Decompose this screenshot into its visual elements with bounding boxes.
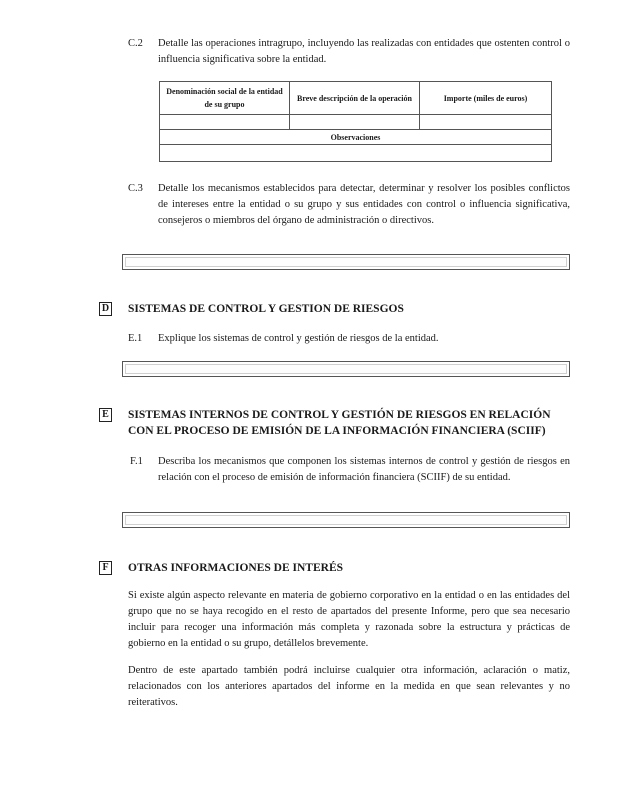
answer-box-e1[interactable] — [122, 361, 570, 377]
question-number: C.2 — [128, 38, 143, 49]
column-header: Importe (miles de euros) — [420, 82, 552, 115]
observations-cell[interactable] — [160, 145, 552, 162]
observations-header-row — [160, 130, 552, 145]
question-number: E.1 — [128, 333, 143, 344]
question-text: Detalle las operaciones intragrupo, incluyendo las realizadas con entidades que ostenten control o influencia significativa sobre la entidad. — [158, 38, 570, 65]
table-cell[interactable] — [290, 115, 420, 130]
question-text: Describa los mecanismos que componen los sistemas internos de control y gestión de riesgos en relación con el proceso de emisión de información financiera (SCIIF) de su entidad. — [158, 456, 570, 483]
question-text: Detalle los mecanismos establecidos para detectar, determinar y resolver los posibles conflictos de intereses entre la entidad o su grupo y sus entidades con control o influencia significativa, consejeros o miembros del órgano de administración o directivos. — [158, 183, 570, 226]
operations-table — [159, 81, 552, 162]
table-header-row — [160, 82, 552, 115]
answer-box-c3[interactable] — [122, 254, 570, 270]
column-header: Breve descripción de la operación — [290, 82, 420, 115]
paragraph: Dentro de este apartado también podrá incluirse cualquier otra información, aclaración o matiz, relacionados con los anteriores apartados del informe en la medida en que sean relevantes y no reiterativos. — [128, 665, 570, 708]
question-number: C.3 — [128, 183, 143, 194]
observations-label: Observaciones — [160, 130, 552, 145]
column-header: Denominación social de la entidad de su grupo — [160, 82, 290, 115]
question-number: F.1 — [130, 456, 143, 467]
question-c3 — [128, 181, 570, 229]
table-cell[interactable] — [160, 115, 290, 130]
paragraph: Si existe algún aspecto relevante en materia de gobierno corporativo en la entidad o en las entidades del grupo que no se haya recogido en el resto de apartados del presente Informe, pero que sea necesario incluir para recoger una información más completa y razonada sobre la estructura y prácticas de gobierno en la entidad o su grupo, detállelos brevemente. — [128, 590, 570, 649]
section-letter-box: F — [99, 561, 112, 575]
question-e1 — [128, 331, 570, 347]
section-title: OTRAS INFORMACIONES DE INTERÉS — [128, 562, 344, 574]
answer-box-f1[interactable] — [122, 512, 570, 528]
section-letter-box: E — [99, 408, 112, 422]
observations-row — [160, 145, 552, 162]
section-title: SISTEMAS DE CONTROL Y GESTION DE RIESGOS — [128, 303, 404, 315]
table-cell[interactable] — [420, 115, 552, 130]
question-f1 — [128, 454, 570, 486]
table-row — [160, 115, 552, 130]
question-text: Explique los sistemas de control y gestión de riesgos de la entidad. — [158, 333, 439, 344]
section-title: SISTEMAS INTERNOS DE CONTROL Y GESTIÓN DE RIESGOS EN RELACIÓN CON EL PROCESO DE EMISIÓN DE LA INFORMACIÓN FINANCIERA (SCIIF) — [128, 409, 551, 437]
section-letter-box: D — [99, 302, 112, 316]
question-c2 — [128, 36, 570, 68]
